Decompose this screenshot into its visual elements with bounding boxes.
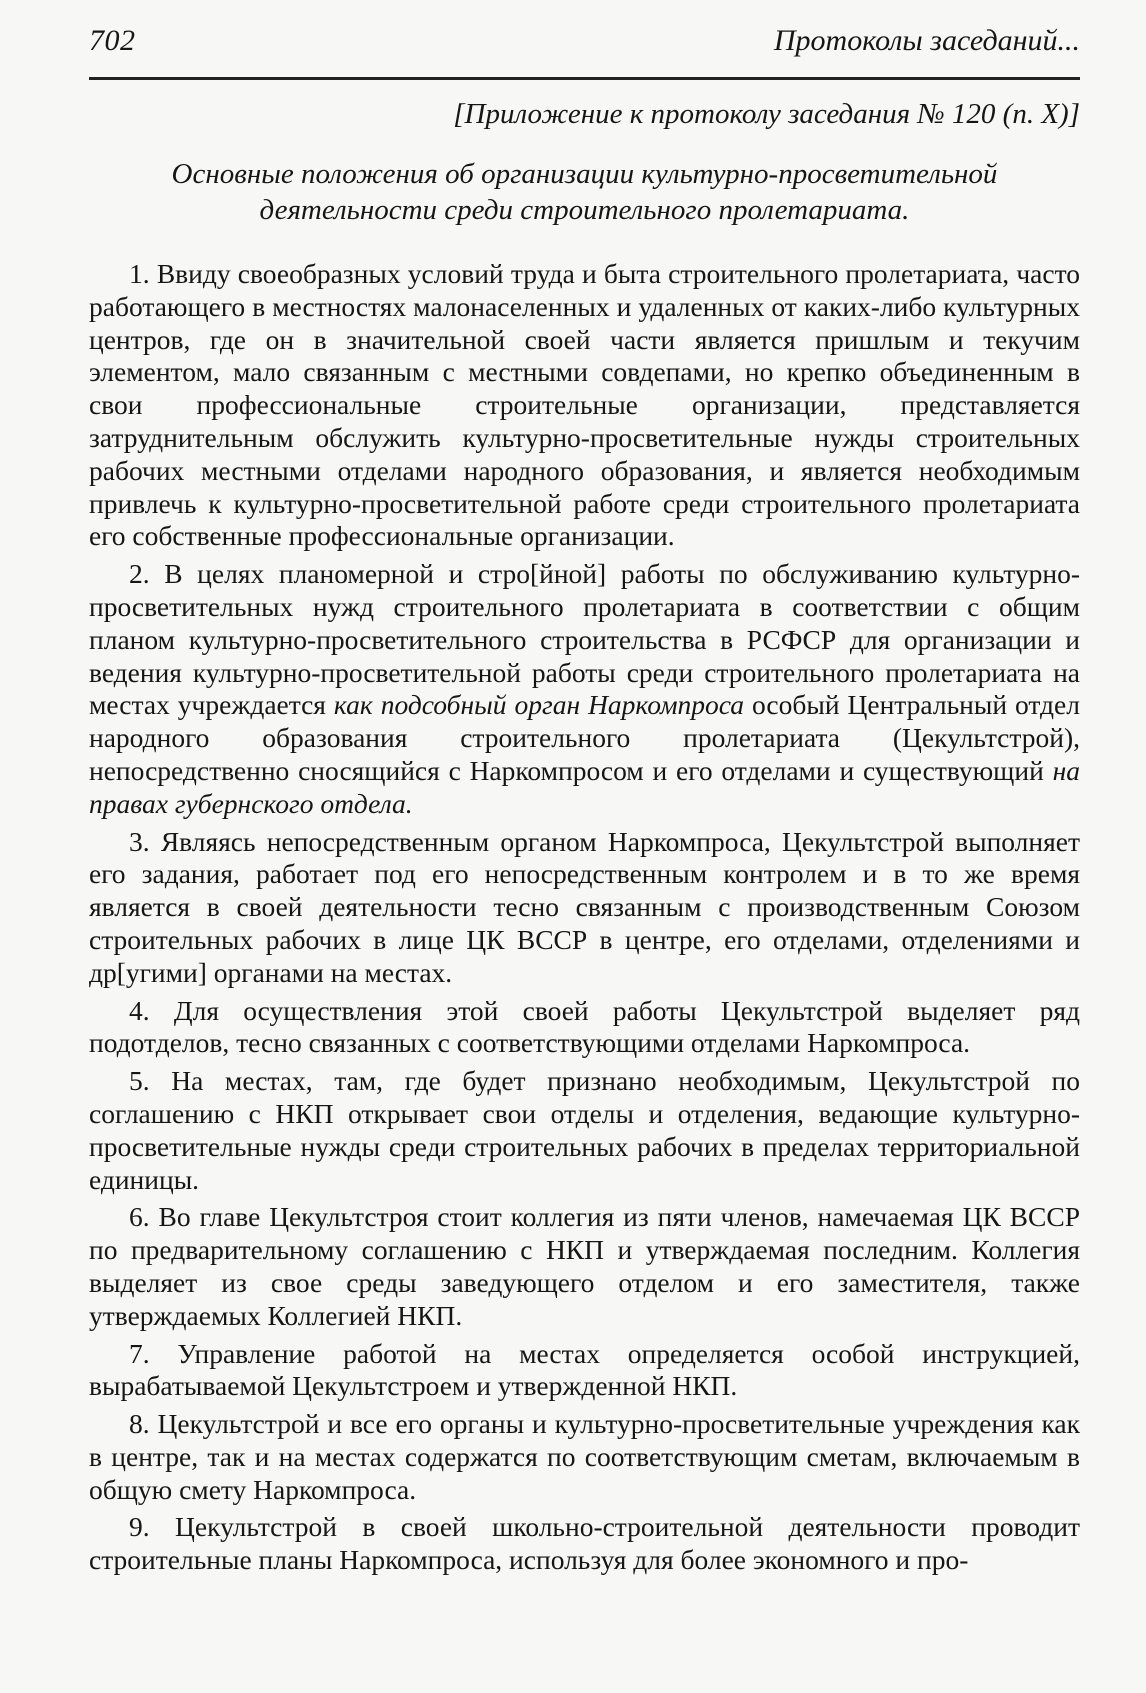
paragraph-4: 4. Для осуществления этой своей работы Цекультстрой выделяет ряд подотделов, тесно связанных с соответствующими отделами Наркомпроса. bbox=[89, 994, 1080, 1059]
document-title bbox=[89, 156, 1080, 228]
paragraph-2-part-2: особый Центральный отдел народного образования строительного пролетариата (Цекультстрой), непосредственно сносящийся с Наркомпросом и его отделами и существующий bbox=[89, 689, 1080, 786]
paragraph-3: 3. Являясь непосредственным органом Наркомпроса, Цекультстрой выполняет его задания, работает под его непосредственным контролем и в то же время является в своей деятельности тесно связанным с производственным Союзом строительных рабочих в лице ЦК ВССР в центре, его отделами, отделениями и др[угими] органами на местах. bbox=[89, 825, 1080, 988]
header-rule bbox=[89, 77, 1080, 80]
paragraph-2-emphasis-1: как подсобный орган Наркомпроса bbox=[333, 689, 744, 721]
body-text bbox=[89, 258, 1080, 1582]
paragraph-7: 7. Управление работой на местах определяется особой инструкцией, вырабатываемой Цекультстроем и утвержденной НКП. bbox=[89, 1337, 1080, 1402]
title-line-2: деятельности среди строительного пролетариата. bbox=[259, 194, 910, 226]
paragraph-2 bbox=[89, 558, 1080, 820]
paragraph-8: 8. Цекультстрой и все его органы и культурно-просветительные учреждения как в центре, так и на местах содержатся по соответствующим сметам, включаемым в общую смету Наркомпроса. bbox=[89, 1408, 1080, 1505]
paragraph-2-part-1: 2. В целях планомерной и стро[йной] работы по обслуживанию культурно-просветительных нужд строительного пролетариата в соответствии с общим планом культурно-просветительного строительства в РСФСР для организации и ведения культурно-просветительной работы среди строительного пролетариата на местах учреждается bbox=[89, 558, 1080, 721]
appendix-note: [Приложение к протоколу заседания № 120 (п. X)] bbox=[453, 98, 1080, 130]
running-title: Протоколы заседаний... bbox=[773, 24, 1080, 57]
paragraph-9: 9. Цекультстрой в своей школьно-строительной деятельности проводит строительные планы Наркомпроса, используя для более экономного и про- bbox=[89, 1511, 1080, 1576]
paragraph-1: 1. Ввиду своеобразных условий труда и быта строительного пролетариата, часто работающего в местностях малонаселенных и удаленных от каких-либо культурных центров, где он в значительной своей части является пришлым и текучим элементом, мало связанным с местными совдепами, но крепко объединенным в свои профессиональные строительные организации, представляется затруднительным обслужить культурно-просветительные нужды строительных рабочих местными отделами народного образования, и является необходимым привлечь к культурно-просветительной работе среди строительного пролетариата его собственные профессиональные организации. bbox=[89, 258, 1080, 552]
running-header bbox=[89, 18, 1080, 64]
paragraph-5: 5. На местах, там, где будет признано необходимым, Цекультстрой по соглашению с НКП открывает свои отделы и отделения, ведающие культурно-просветительные нужды среди строительных рабочих в пределах территориальной единицы. bbox=[89, 1065, 1080, 1195]
paragraph-2-emphasis-2: на правах губернского отдела. bbox=[89, 754, 1080, 819]
title-line-1: Основные положения об организации культурно-просветительной bbox=[171, 158, 998, 190]
page-number: 702 bbox=[89, 24, 136, 57]
paragraph-6: 6. Во главе Цекультстроя стоит коллегия из пяти членов, намечаемая ЦК ВССР по предварительному соглашению с НКП и утверждаемая последним. Коллегия выделяет из свое среды заведующего отделом и его заместителя, также утверждаемых Коллегией НКП. bbox=[89, 1201, 1080, 1331]
